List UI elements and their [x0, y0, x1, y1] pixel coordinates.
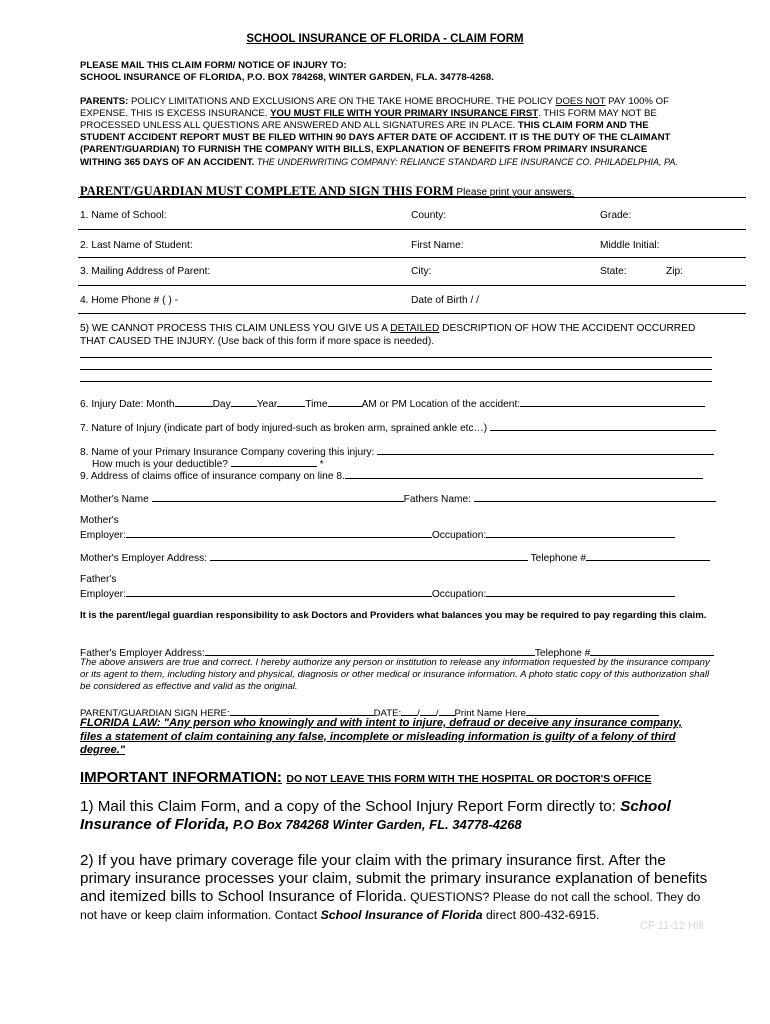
- grade-label: Grade:: [600, 210, 632, 221]
- parents-line-4: STUDENT ACCIDENT REPORT MUST BE FILED WITHIN 90 DAYS AFTER DATE OF ACCIDENT. IT IS THE DUTY OF THE CLAIMANT: [80, 132, 671, 143]
- city-label: City:: [411, 266, 432, 277]
- state-label: State:: [600, 266, 627, 277]
- signature-line: PARENT/GUARDIAN SIGN HERE: DATE: / / Print Name Here: [80, 705, 659, 720]
- last-name-label: 2. Last Name of Student:: [80, 240, 193, 251]
- step-1: 1) Mail this Claim Form, and a copy of the School Injury Report Form directly to: School Insurance of Florida, P.O Box 784268 Winter Garden, FL. 34778-4268: [80, 798, 671, 833]
- middle-initial-label: Middle Initial:: [600, 240, 660, 251]
- answer-line: [80, 369, 712, 370]
- address-label: 3. Mailing Address of Parent:: [80, 266, 211, 277]
- mail-line-1: PLEASE MAIL THIS CLAIM FORM/ NOTICE OF INJURY TO:: [80, 60, 347, 71]
- answer-line: [80, 381, 712, 382]
- step-2: 2) If you have primary coverage file your claim with the primary insurance first. After the primary insurance processes your claim, submit the primary insurance explanation of benefits and itemized bills to School Insurance of Florida. QUESTIONS? Please do not call the school. They do not have or keep claim information. Contact School Insurance of Florida direct 800-432-6915.: [80, 852, 708, 922]
- first-name-label: First Name:: [411, 240, 464, 251]
- mother-employer-line: Employer: Occupation:: [80, 527, 675, 543]
- parent-names-line: Mother's Name Fathers Name:: [80, 491, 716, 507]
- q5-line-1: 5) WE CANNOT PROCESS THIS CLAIM UNLESS YOU GIVE US A DETAILED DESCRIPTION OF HOW THE ACCIDENT OCCURRED: [80, 323, 696, 334]
- mothers-label: Mother's: [80, 515, 119, 526]
- county-label: County:: [411, 210, 447, 221]
- q6-line: 6. Injury Date: Month Day Year Time AM or PM Location of the accident:: [80, 396, 705, 412]
- fathers-label: Father's: [80, 574, 117, 585]
- parents-line-1: PARENTS: POLICY LIMITATIONS AND EXCLUSIONS ARE ON THE TAKE HOME BROCHURE. THE POLICY DOES NOT PAY 100% OF: [80, 96, 669, 107]
- authorization-text: The above answers are true and correct. I hereby authorize any person or institution to release any information requested by the insurance company or its agent to them, including history and physical, diagnosis or other medical or insurance information. A photo static copy of this authorization shall be considered as effective and valid as the original.: [80, 657, 710, 692]
- q9-line: 9. Address of claims office of insurance company on line 8.: [80, 468, 703, 484]
- dob-label: Date of Birth / /: [411, 295, 479, 306]
- father-employer-address-line: Father's Employer Address: Telephone #: [80, 645, 714, 661]
- form-code: CF 11-12 Hill: [640, 920, 704, 932]
- zip-label: Zip:: [666, 266, 683, 277]
- row-rule: [78, 313, 746, 314]
- heading-rule: [78, 197, 746, 198]
- parents-line-2: EXPENSE. THIS IS EXCESS INSURANCE. YOU MUST FILE WITH YOUR PRIMARY INSURANCE FIRST. THIS FORM MAY NOT BE: [80, 108, 657, 119]
- guardian-heading: PARENT/GUARDIAN MUST COMPLETE AND SIGN THIS FORM Please print your answers.: [80, 184, 575, 198]
- q5-line-2: THAT CAUSED THE INJURY. (Use back of this form if more space is needed).: [80, 336, 435, 347]
- florida-law: FLORIDA LAW: "Any person who knowingly and with intent to injure, defraud or deceive any insurance company, files a statement of claim containing any false, incomplete or misleading information is guilty of a felony of third degree.": [80, 717, 683, 756]
- page-title: SCHOOL INSURANCE OF FLORIDA - CLAIM FORM: [246, 33, 524, 45]
- father-employer-line: Employer: Occupation:: [80, 586, 675, 602]
- mother-employer-address-line: Mother's Employer Address: Telephone #: [80, 550, 710, 566]
- q8-deductible: How much is your deductible? *: [92, 456, 324, 472]
- row-rule: [78, 229, 746, 230]
- row-rule: [78, 257, 746, 258]
- mail-line-2: SCHOOL INSURANCE OF FLORIDA, P.O. BOX 784268, WINTER GARDEN, FLA. 34778-4268.: [80, 72, 494, 83]
- q7-line: 7. Nature of Injury (indicate part of body injured-such as broken arm, sprained ankle etc…): [80, 420, 716, 436]
- school-label: 1. Name of School:: [80, 210, 167, 221]
- responsibility-note: It is the parent/legal guardian responsibility to ask Doctors and Providers what balances you may be required to pay regarding this claim.: [80, 610, 707, 621]
- parents-line-5: (PARENT/GUARDIAN) TO FURNISH THE COMPANY WITH BILLS, EXPLANATION OF BENEFITS FROM PRIMARY INSURANCE: [80, 144, 648, 155]
- phone-label: 4. Home Phone # ( ) -: [80, 295, 178, 306]
- parents-line-6: WITHING 365 DAYS OF AN ACCIDENT. THE UNDERWRITING COMPANY: RELIANCE STANDARD LIFE INSURANCE CO. PHILADELPHIA, PA.: [80, 157, 678, 168]
- parents-line-3: PROCESSED UNLESS ALL QUESTIONS ARE ANSWERED AND ALL SIGNATURES ARE IN PLACE. THIS CLAIM FORM AND THE: [80, 120, 649, 131]
- row-rule: [78, 285, 746, 286]
- important-heading: IMPORTANT INFORMATION: DO NOT LEAVE THIS FORM WITH THE HOSPITAL OR DOCTOR'S OFFICE: [80, 769, 652, 786]
- answer-line: [80, 357, 712, 358]
- q8-line: 8. Name of your Primary Insurance Company covering this injury:: [80, 444, 714, 460]
